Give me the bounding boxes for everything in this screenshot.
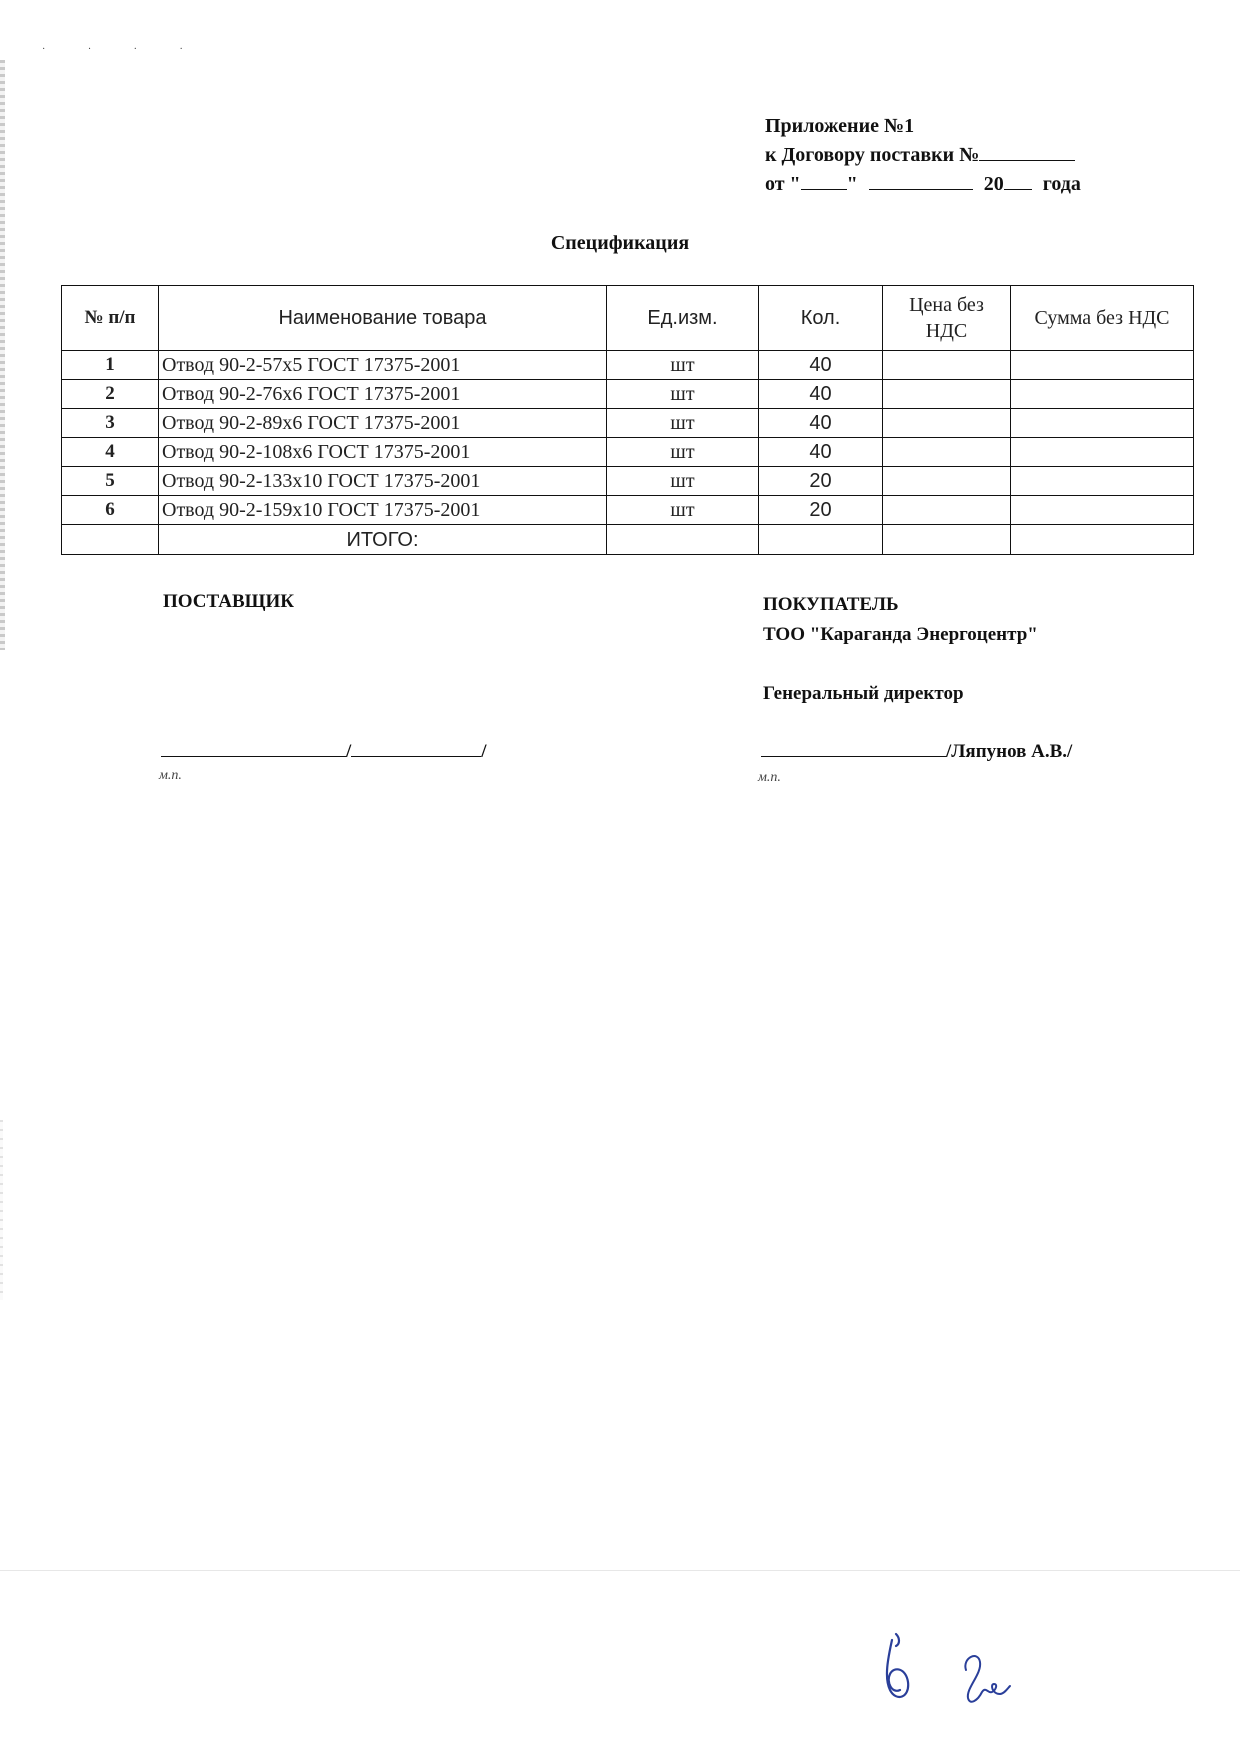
- row-number: 4: [62, 438, 159, 467]
- supplier-signature-line: [161, 738, 487, 763]
- buyer-signature-blank: [761, 738, 946, 757]
- item-name: Отвод 90-2-89х6 ГОСТ 17375-2001: [159, 409, 607, 438]
- item-price: [883, 496, 1011, 525]
- month-blank: [869, 171, 973, 190]
- document-title: Спецификация: [550, 232, 690, 254]
- item-sum: [1011, 438, 1194, 467]
- date-prefix: от ": [765, 173, 801, 195]
- item-unit: шт: [607, 409, 759, 438]
- row-number: 3: [62, 409, 159, 438]
- row-number: 6: [62, 496, 159, 525]
- table-row: [62, 380, 1194, 409]
- year-blank: [1004, 171, 1032, 190]
- date-quote: ": [846, 173, 858, 195]
- buyer-stamp-place: м.п.: [758, 770, 781, 785]
- contract-number-blank: [979, 142, 1075, 161]
- total-row: [62, 525, 1194, 555]
- scan-fold-line: [0, 1570, 1240, 1571]
- total-empty-cell: [62, 525, 159, 555]
- item-quantity: 20: [759, 467, 883, 496]
- column-header-quantity: Кол.: [759, 286, 883, 351]
- item-name: Отвод 90-2-57х5 ГОСТ 17375-2001: [159, 351, 607, 380]
- table-row: [62, 409, 1194, 438]
- table-row: [62, 351, 1194, 380]
- item-sum: [1011, 380, 1194, 409]
- table-row: [62, 467, 1194, 496]
- column-header-unit: Ед.изм.: [607, 286, 759, 351]
- item-name: Отвод 90-2-133х10 ГОСТ 17375-2001: [159, 467, 607, 496]
- item-name: Отвод 90-2-76х6 ГОСТ 17375-2001: [159, 380, 607, 409]
- item-unit: шт: [607, 351, 759, 380]
- item-quantity: 40: [759, 438, 883, 467]
- item-price: [883, 409, 1011, 438]
- supplier-block: [163, 587, 294, 617]
- total-empty-cell: [883, 525, 1011, 555]
- buyer-heading: ПОКУПАТЕЛЬ: [763, 594, 899, 615]
- supplier-heading: ПОСТАВЩИК: [163, 591, 295, 612]
- table-header-row: [62, 286, 1194, 351]
- contract-date: [765, 170, 1081, 199]
- buyer-signature-line: [761, 738, 1072, 763]
- row-number: 1: [62, 351, 159, 380]
- item-unit: шт: [607, 467, 759, 496]
- buyer-block: [763, 590, 1038, 709]
- buyer-signatory: /Ляпунов А.В./: [946, 741, 1073, 762]
- supplier-signature-blank: [161, 738, 346, 757]
- item-quantity: 20: [759, 496, 883, 525]
- handwritten-initials-signature: [870, 1628, 1030, 1718]
- scan-specks: · · · ·: [42, 44, 203, 55]
- item-quantity: 40: [759, 409, 883, 438]
- item-quantity: 40: [759, 351, 883, 380]
- item-sum: [1011, 467, 1194, 496]
- column-header-price: Цена без НДС: [883, 286, 1011, 351]
- scan-edge-artifact: [0, 60, 5, 650]
- supplier-name-blank: [351, 738, 481, 757]
- table-row: [62, 438, 1194, 467]
- row-number: 5: [62, 467, 159, 496]
- item-price: [883, 380, 1011, 409]
- supplier-stamp-place: м.п.: [159, 768, 182, 783]
- column-header-name: Наименование товара: [159, 286, 607, 351]
- item-unit: шт: [607, 380, 759, 409]
- item-sum: [1011, 409, 1194, 438]
- contract-prefix: к Договору поставки №: [765, 144, 980, 166]
- signature-slash: /: [481, 741, 487, 762]
- year-prefix: 20: [983, 173, 1004, 195]
- day-blank: [801, 171, 847, 190]
- item-price: [883, 438, 1011, 467]
- item-quantity: 40: [759, 380, 883, 409]
- item-sum: [1011, 351, 1194, 380]
- item-price: [883, 467, 1011, 496]
- row-number: 2: [62, 380, 159, 409]
- scan-edge-artifact: [0, 1120, 3, 1300]
- total-empty-cell: [759, 525, 883, 555]
- specification-table: [61, 285, 1194, 555]
- column-header-number: № п/п: [62, 286, 159, 351]
- item-price: [883, 351, 1011, 380]
- total-empty-cell: [607, 525, 759, 555]
- year-suffix: года: [1042, 173, 1081, 195]
- total-label: ИТОГО:: [159, 525, 607, 555]
- table-row: [62, 496, 1194, 525]
- total-sum-cell: [1011, 525, 1194, 555]
- buyer-position: Генеральный директор: [763, 683, 964, 704]
- item-name: Отвод 90-2-108х6 ГОСТ 17375-2001: [159, 438, 607, 467]
- item-unit: шт: [607, 438, 759, 467]
- appendix-header: [765, 112, 1081, 199]
- item-sum: [1011, 496, 1194, 525]
- contract-reference: [765, 141, 1081, 170]
- item-unit: шт: [607, 496, 759, 525]
- item-name: Отвод 90-2-159х10 ГОСТ 17375-2001: [159, 496, 607, 525]
- signature-slash: /: [346, 741, 352, 762]
- appendix-number: Приложение №1: [765, 115, 915, 137]
- buyer-company: ТОО "Караганда Энергоцентр": [763, 624, 1038, 645]
- column-header-sum: Сумма без НДС: [1011, 286, 1194, 351]
